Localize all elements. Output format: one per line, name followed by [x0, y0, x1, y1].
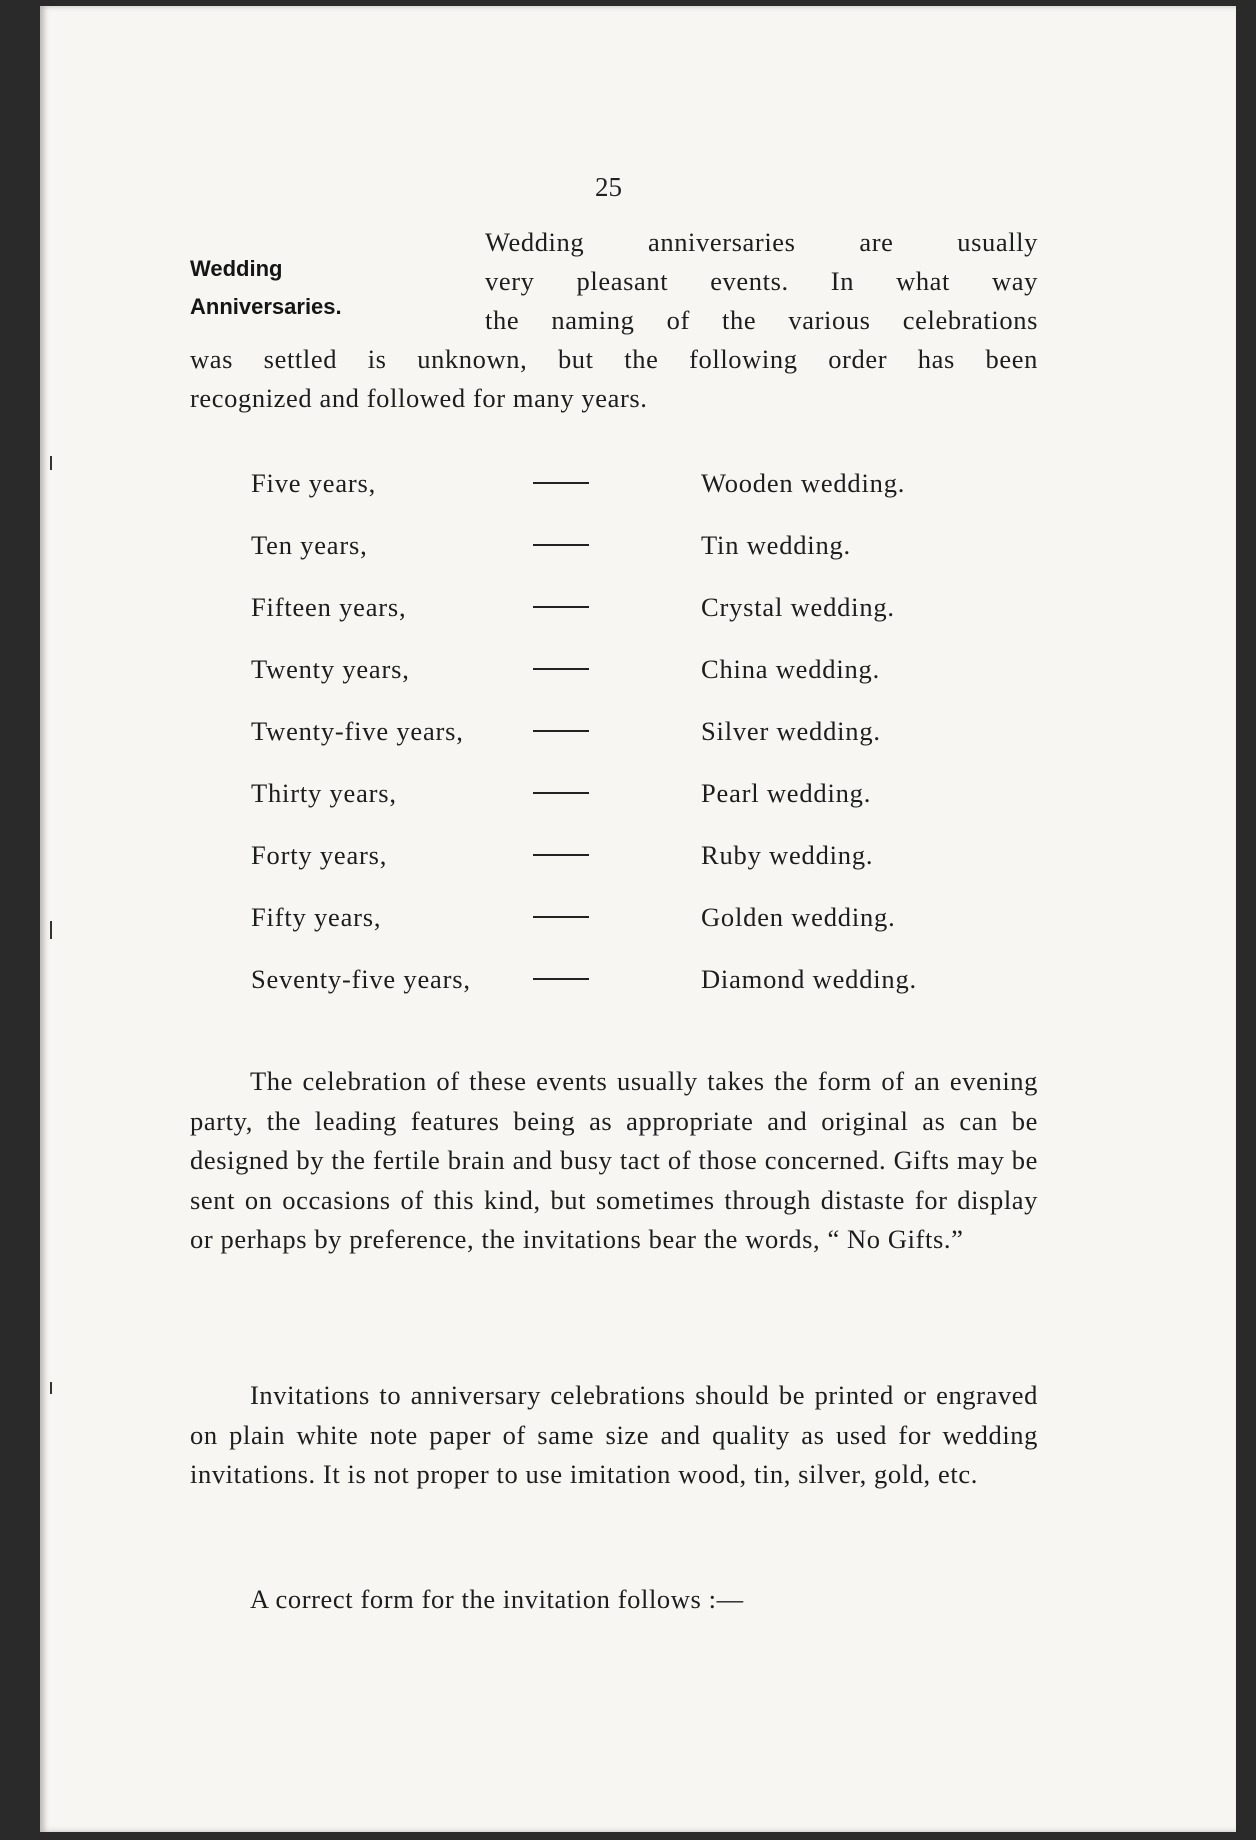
years-label: Five years, [251, 468, 377, 498]
dash-separator [533, 606, 589, 608]
dash-separator [533, 792, 589, 794]
dash-separator [533, 854, 589, 856]
years-label: Forty years, [251, 840, 388, 870]
spine-mark [50, 456, 52, 470]
wedding-name: China wedding. [701, 654, 881, 684]
wedding-name: Golden wedding. [701, 902, 896, 932]
dash-separator [533, 916, 589, 918]
wedding-name: Crystal wedding. [701, 592, 895, 622]
intro-line: was settled is unknown, but the following order has been [190, 344, 1038, 374]
section-heading-line: Anniversaries. [190, 294, 342, 319]
wedding-name: Ruby wedding. [701, 840, 874, 870]
intro-line: the naming of the various celebrations [485, 305, 1038, 335]
anniversary-row [251, 840, 1011, 902]
anniversary-row [251, 902, 1011, 964]
dash-separator [533, 978, 589, 980]
anniversary-table [251, 468, 1011, 1026]
years-label: Thirty years, [251, 778, 397, 808]
years-label: Fifteen years, [251, 592, 407, 622]
body-paragraph: Invitations to anniversary celebrations should be printed or engraved on plain white note paper of same size and quality as used for wedding invitations. It is not proper to use imitation wood, tin, silver, gold, etc. [190, 1380, 1038, 1489]
intro-line: Wedding anniversaries are usually [485, 227, 1038, 257]
spine-mark [50, 1382, 52, 1394]
body-paragraph: The celebration of these events usually takes the form of an evening party, the leading features being as appropriate and original as can be designed by the fertile brain and busy tact of those concerned. Gifts may be sent on occasions of this kind, but sometimes through distaste for display or perhaps by preference, the invitations bear the words, “ No Gifts.” [190, 1066, 1038, 1254]
page-number: 25 [595, 172, 622, 202]
section-heading-line: Wedding [190, 256, 283, 281]
anniversary-row [251, 964, 1011, 1026]
book-page [40, 6, 1236, 1832]
years-label: Twenty years, [251, 654, 410, 684]
wedding-name: Tin wedding. [701, 530, 851, 560]
wedding-name: Silver wedding. [701, 716, 881, 746]
wedding-name: Pearl wedding. [701, 778, 872, 808]
years-label: Fifty years, [251, 902, 382, 932]
anniversary-row [251, 468, 1011, 530]
intro-line: recognized and followed for many years. [190, 383, 648, 413]
anniversary-row [251, 778, 1011, 840]
anniversary-row [251, 592, 1011, 654]
intro-line: very pleasant events. In what way [485, 266, 1038, 296]
body-paragraph: A correct form for the invitation follows :— [250, 1584, 744, 1614]
years-label: Twenty-five years, [251, 716, 464, 746]
years-label: Seventy-five years, [251, 964, 471, 994]
anniversary-row [251, 716, 1011, 778]
dash-separator [533, 730, 589, 732]
anniversary-row [251, 654, 1011, 716]
years-label: Ten years, [251, 530, 368, 560]
dash-separator [533, 482, 589, 484]
wedding-name: Wooden wedding. [701, 468, 906, 498]
anniversary-row [251, 530, 1011, 592]
dash-separator [533, 544, 589, 546]
dash-separator [533, 668, 589, 670]
wedding-name: Diamond wedding. [701, 964, 917, 994]
spine-mark [50, 921, 52, 939]
intro-paragraph [190, 223, 1038, 418]
